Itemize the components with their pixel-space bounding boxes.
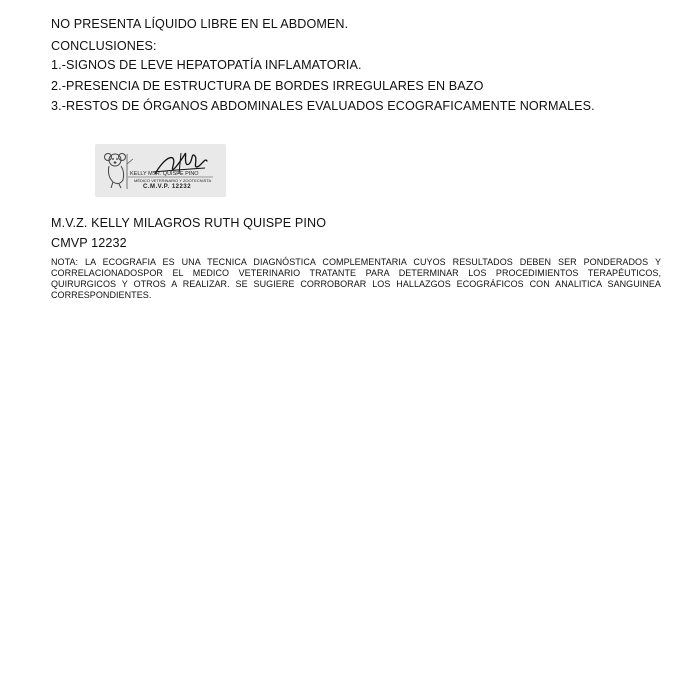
signatory-cmvp: CMVP 12232 bbox=[51, 236, 127, 250]
conclusions-heading: CONCLUSIONES: bbox=[51, 39, 157, 53]
free-fluid-finding: NO PRESENTA LÍQUIDO LIBRE EN EL ABDOMEN. bbox=[51, 17, 349, 31]
stamp-cmvp: C.M.V.P. 12232 bbox=[143, 184, 192, 190]
stamp-name: KELLY M. R. QUISPE PINO bbox=[130, 171, 199, 177]
conclusion-item-3: 3.-RESTOS DE ÓRGANOS ABDOMINALES EVALUADOS ECOGRAFICAMENTE NORMALES. bbox=[51, 99, 595, 113]
disclaimer-note: NOTA: LA ECOGRAFIA ES UNA TECNICA DIAGNÓSTICA COMPLEMENTARIA CUYOS RESULTADOS DEBEN SER PONDERADOS Y CORRELACIONADOSPOR EL MEDICO VETERINARIO TRATANTE PARA DETERMINAR LOS PROCEDIMIENTOS TERAPÉUTICOS, QUIRURGICOS Y OTROS A REALIZAR. SE SUGIERE CORROBORAR LOS HALLAZGOS ECOGRÁFICOS CON ANALITICA SANGUINEA CORRESPONDIENTES. bbox=[51, 257, 661, 300]
signatory-name: M.V.Z. KELLY MILAGROS RUTH QUISPE PINO bbox=[51, 216, 327, 230]
conclusion-item-1: 1.-SIGNOS DE LEVE HEPATOPATÍA INFLAMATORIA. bbox=[51, 58, 362, 72]
signature-stamp bbox=[95, 144, 226, 197]
conclusion-item-2: 2.-PRESENCIA DE ESTRUCTURA DE BORDES IRREGULARES EN BAZO bbox=[51, 79, 484, 93]
stamp-role: MÉDICO VETERINARIO Y ZOOTECNISTA bbox=[134, 178, 212, 183]
